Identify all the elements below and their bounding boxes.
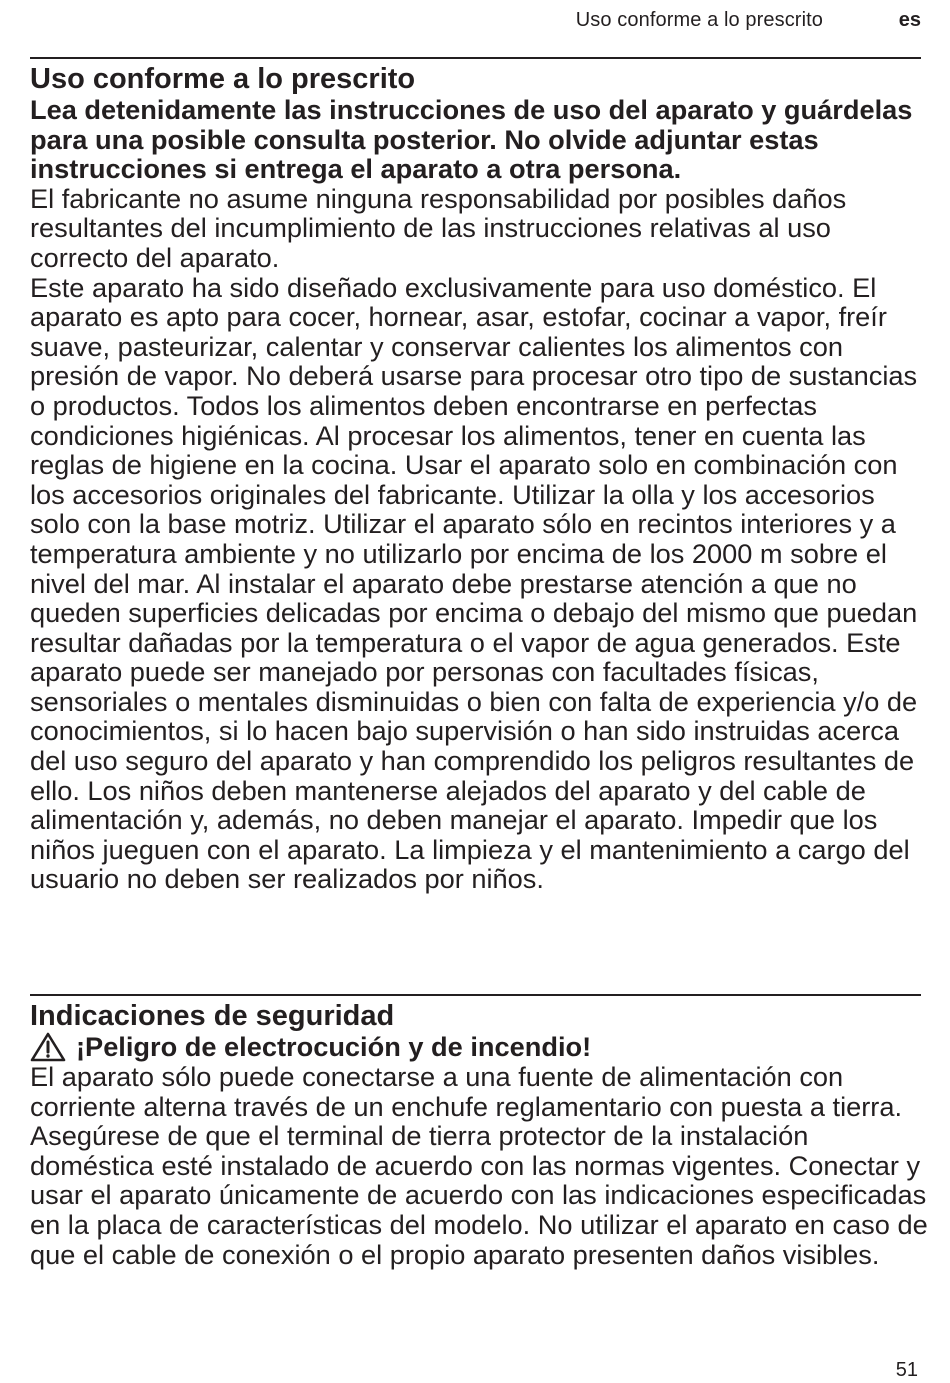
page-header	[30, 6, 921, 36]
safety-title: Indicaciones de seguridad	[30, 1000, 395, 1032]
warning-heading	[30, 1032, 930, 1062]
intended-use-lead: Lea detenidamente las instrucciones de uso del aparato y guárdelas para una posible consulta posterior. No olvide adjuntar estas instrucciones si entrega el aparato a otra persona.	[30, 94, 913, 185]
warning-triangle-icon	[30, 1032, 66, 1062]
warning-title: ¡Peligro de electrocución y de incendio!	[76, 1031, 592, 1063]
header-language-code: es	[898, 9, 921, 31]
section-divider	[30, 994, 921, 996]
header-section-title: Uso conforme a lo prescrito	[575, 9, 823, 31]
intended-use-title: Uso conforme a lo prescrito	[30, 63, 416, 95]
top-divider	[30, 57, 921, 59]
safety-body: El aparato sólo puede conectarse a una fuente de alimentación con corriente alterna través de un enchufe reglamentario con puesta a tierra. Asegúrese de que el terminal de tierra protector de la instalación doméstica esté instalado de acuerdo con las normas vigentes. Conectar y usar el aparato únicamente de acuerdo con las indicaciones especificadas en la placa de características del modelo. No utilizar el aparato en caso de que el cable de conexión o el propio aparato presenten daños visibles.	[30, 1061, 928, 1270]
intended-use-paragraph: Este aparato ha sido diseñado exclusivamente para uso doméstico. El aparato es apto para cocer, hornear, asar, estofar, cocinar a vapor, freír suave, pasteurizar, calentar y conservar calientes los alimentos con presión de vapor. No deberá usarse para procesar otro tipo de sustancias o productos. Todos los alimentos deben encontrarse en perfectas condiciones higiénicas. Al procesar los alimentos, tener en cuenta las reglas de higiene en la cocina. Usar el aparato solo en combinación con los accesorios originales del fabricante. Utilizar la olla y los accesorios solo con la base motriz. Utilizar el aparato sólo en recintos interiores y a temperatura ambiente y no utilizarlo por encima de los 2000 m sobre el nivel del mar. Al instalar el aparato debe prestarse atención a que no queden superficies delicadas por encima o debajo del mismo que puedan resultar dañadas por la temperatura o el vapor de agua generados. Este aparato puede ser manejado por personas con facultades físicas, sensoriales o mentales disminuidas o bien con falta de experiencia y/o de conocimientos, si lo hacen bajo supervisión o han sido instruidas acerca del uso seguro del aparato y han comprendido los peligros resultantes de ello. Los niños deben mantenerse alejados del aparato y del cable de alimentación y, además, no deben manejar el aparato. Impedir que los niños jueguen con el aparato. La limpieza y el mantenimiento a cargo del usuario no deben ser realizados por niños.	[30, 271, 918, 895]
intended-use-section	[30, 64, 930, 894]
safety-section	[30, 1001, 930, 1269]
page-number: 51	[895, 1359, 918, 1381]
intended-use-paragraph: El fabricante no asume ninguna responsabilidad por posibles daños resultantes del incumplimiento de las instrucciones relativas al uso correcto del aparato.	[30, 182, 847, 273]
